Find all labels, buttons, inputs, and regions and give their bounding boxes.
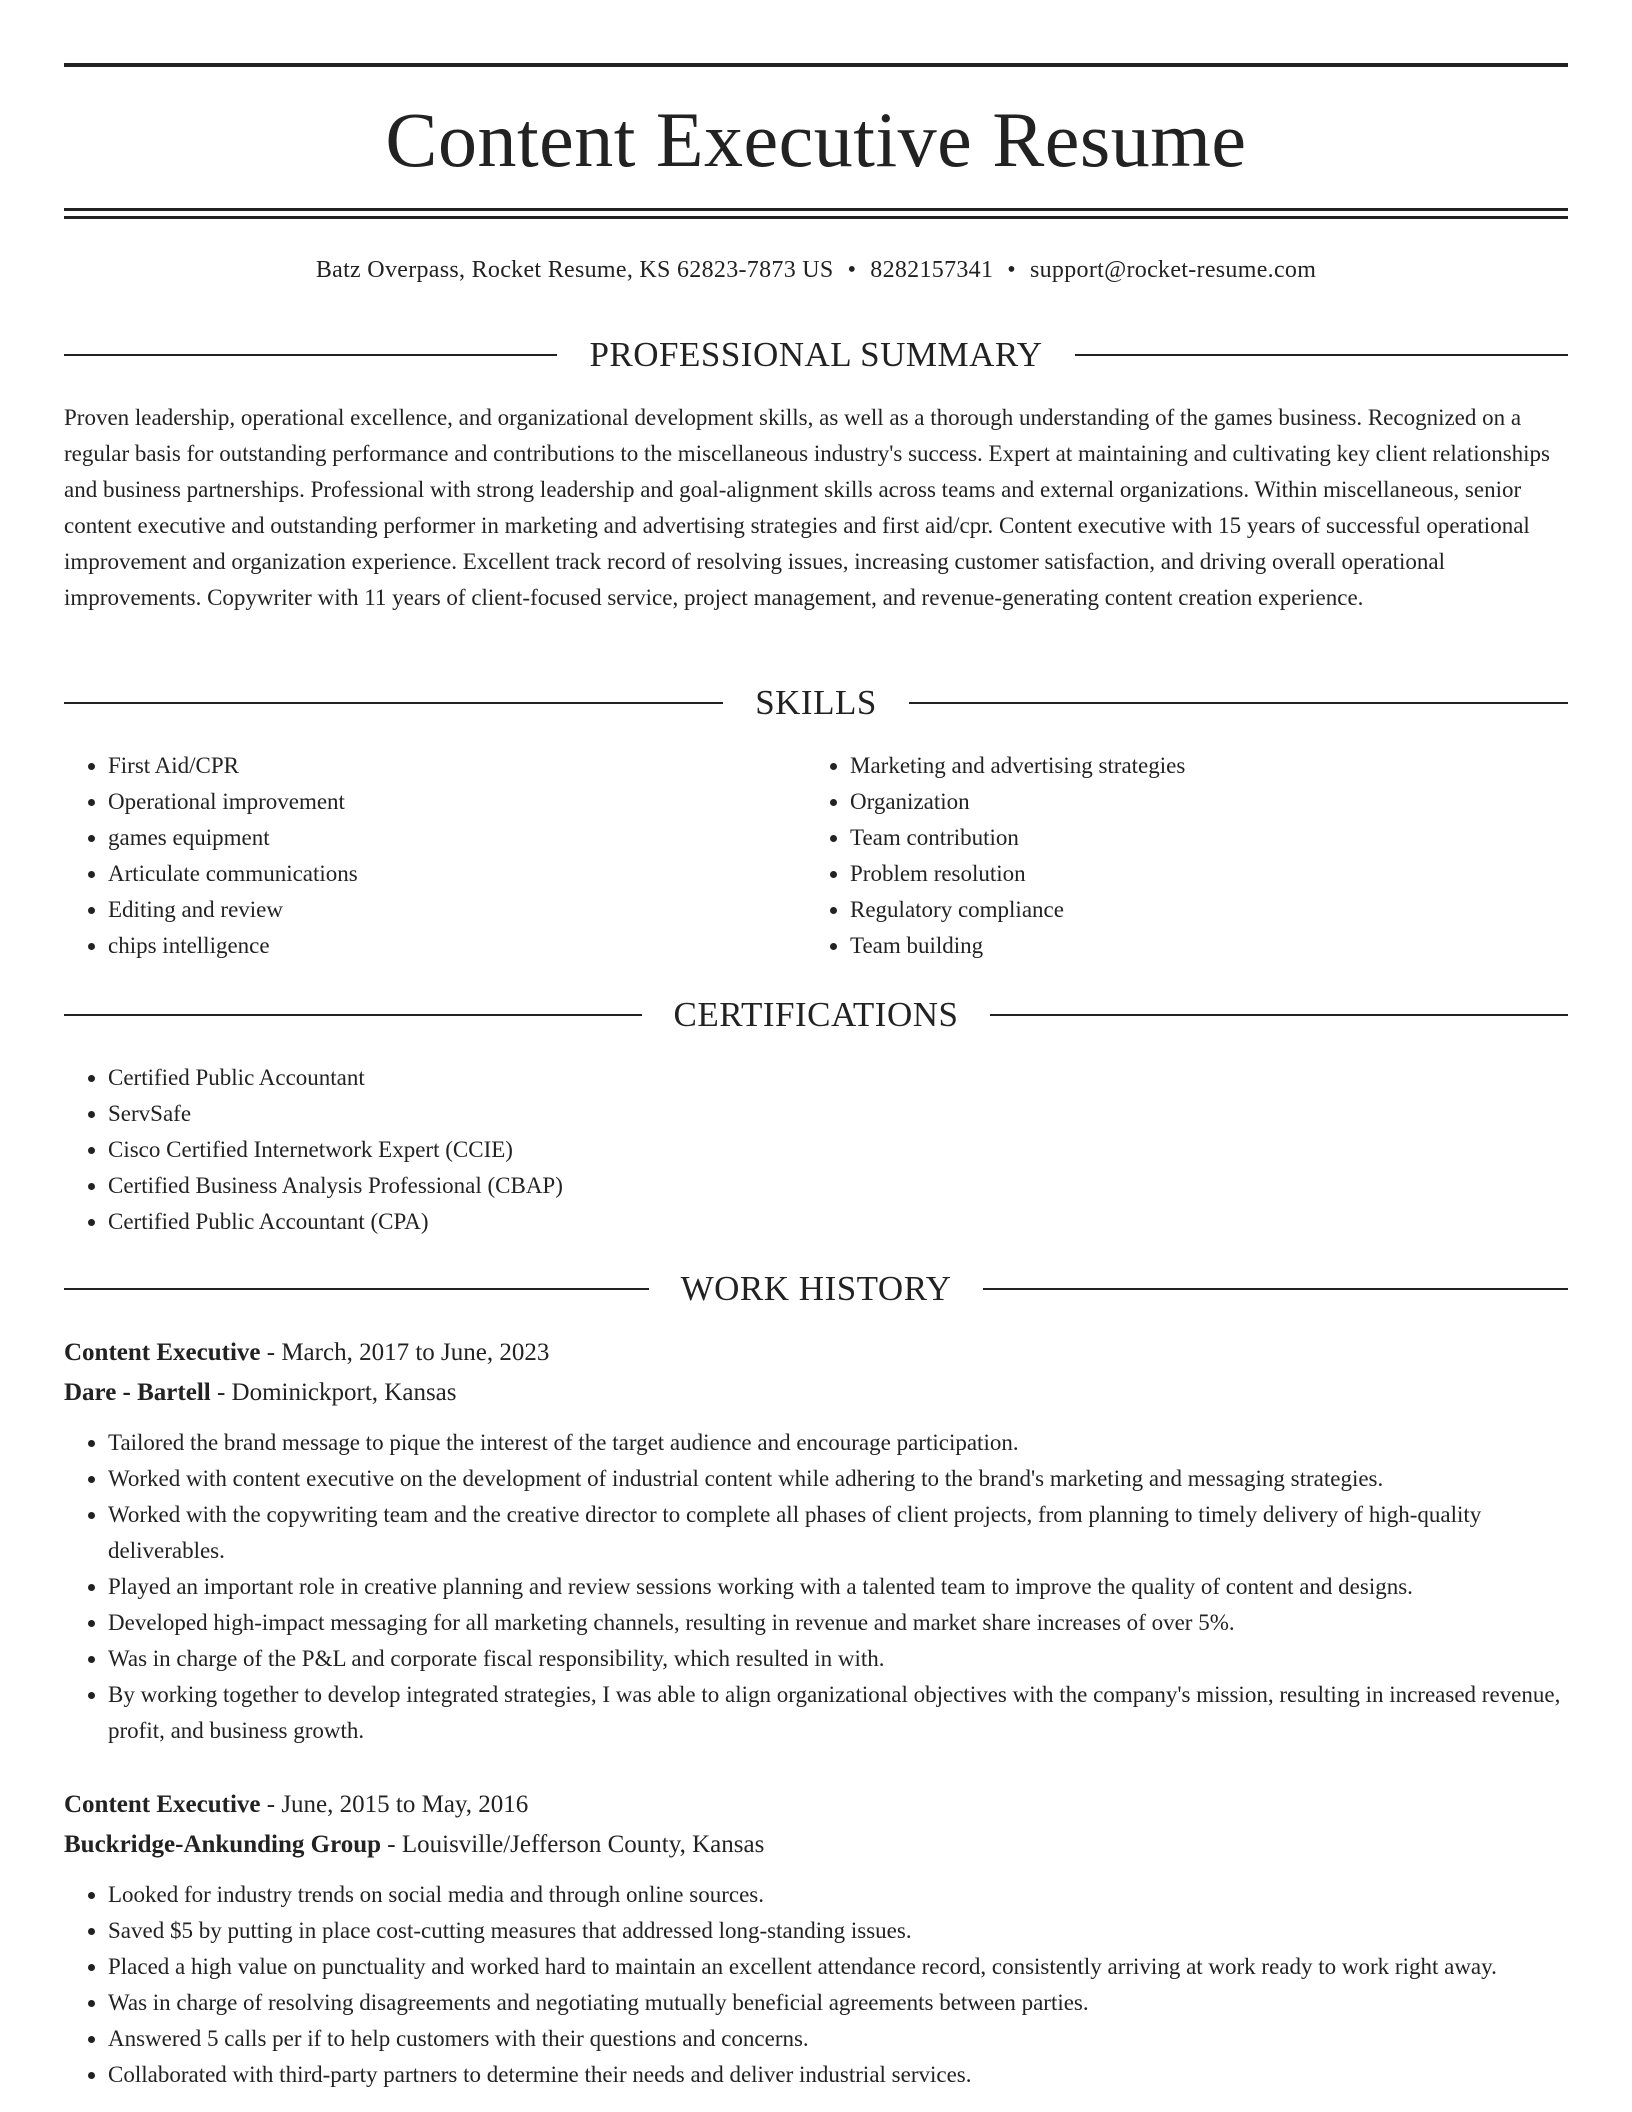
section-title: WORK HISTORY: [680, 1269, 952, 1308]
title-rule-lower: [64, 216, 1568, 219]
contact-email: support@rocket-resume.com: [1029, 257, 1317, 283]
skill-item: • First Aid/CPR: [108, 748, 806, 784]
job-duty-item: • Was in charge of resolving disagreements and negotiating mutually beneficial agreements between parties.: [108, 1985, 1568, 2021]
skills-list: [64, 748, 1568, 964]
section-heading-work-history: [64, 1269, 1568, 1309]
certification-item: • Certified Public Accountant (CPA): [108, 1204, 1568, 1240]
job-role: Content Executive: [64, 1791, 261, 1818]
job-duty-item: • Saved $5 by putting in place cost-cutting measures that addressed long-standing issues.: [108, 1913, 1568, 1949]
job-duties: [64, 1877, 1568, 2093]
heading-rule: [909, 702, 1568, 704]
resume-title: Content Executive Resume: [385, 96, 1247, 183]
heading-rule: [64, 702, 723, 704]
section-title: SKILLS: [755, 683, 877, 722]
section-heading-certifications: [64, 995, 1568, 1035]
contact-phone: 8282157341: [870, 257, 994, 283]
job-duty-item: • By working together to develop integrated strategies, I was able to align organizational objectives with the company's mission, resulting in increased revenue, profit, and business growth.: [108, 1677, 1568, 1749]
job-location: - Dominickport, Kansas: [210, 1379, 457, 1406]
job-duty-item: • Looked for industry trends on social media and through online sources.: [108, 1877, 1568, 1913]
skill-item: • chips intelligence: [108, 928, 806, 964]
job-role: Content Executive: [64, 1339, 261, 1366]
heading-rule: [990, 1014, 1568, 1016]
section-title: CERTIFICATIONS: [673, 995, 959, 1034]
contact-line: [64, 254, 1568, 286]
job-duty-item: • Answered 5 calls per if to help customers with their questions and concerns.: [108, 2021, 1568, 2057]
section-heading-skills: [64, 683, 1568, 723]
job-title-line: [64, 1333, 1568, 1373]
job-company: Buckridge-Ankunding Group: [64, 1831, 382, 1858]
top-rule: [64, 63, 1568, 67]
job-duty-item: • Tailored the brand message to pique the interest of the target audience and encourage participation.: [108, 1425, 1568, 1461]
skill-item: • Regulatory compliance: [850, 892, 1548, 928]
job-duty-item: • Worked with the copywriting team and the creative director to complete all phases of client projects, from planning to timely delivery of high-quality deliverables.: [108, 1497, 1568, 1569]
job-dates: - June, 2015 to May, 2016: [260, 1791, 529, 1818]
title-rule-upper: [64, 208, 1568, 211]
certification-item: • Cisco Certified Internetwork Expert (CCIE): [108, 1132, 1568, 1168]
heading-rule: [64, 1288, 649, 1290]
job-company-line: [64, 1373, 1568, 1413]
skill-item: • Articulate communications: [108, 856, 806, 892]
certification-item: • Certified Public Accountant: [108, 1060, 1568, 1096]
heading-rule: [1075, 354, 1568, 356]
certification-item: • ServSafe: [108, 1096, 1568, 1132]
job-duties: [64, 1425, 1568, 1749]
job-duty-item: • Worked with content executive on the development of industrial content while adhering to the brand's marketing and messaging strategies.: [108, 1461, 1568, 1497]
skill-item: • Problem resolution: [850, 856, 1548, 892]
skills-column-left: [64, 748, 806, 964]
job-entry: [64, 1785, 1568, 2093]
job-company: Dare - Bartell: [64, 1379, 211, 1406]
job-duty-item: • Was in charge of the P&L and corporate fiscal responsibility, which resulted in with.: [108, 1641, 1568, 1677]
contact-separator: •: [847, 257, 857, 283]
heading-rule: [64, 354, 557, 356]
summary-paragraph: Proven leadership, operational excellence, and organizational development skills, as well as a thorough understanding of the games business. Recognized on a regular basis for outstanding performance and contributions to the miscellaneous industry's success. Expert at maintaining and cultivating key client relationships and business partnerships. Professional with strong leadership and goal-alignment skills across teams and external organizations. Within miscellaneous, senior content executive and outstanding performer in marketing and advertising strategies and first aid/cpr. Content executive with 15 years of successful operational improvement and organization experience. Excellent track record of resolving issues, increasing customer satisfaction, and driving overall operational improvements. Copywriter with 11 years of client-focused service, project management, and revenue-generating content creation experience.: [64, 405, 1550, 610]
certification-item: • Certified Business Analysis Professional (CBAP): [108, 1168, 1568, 1204]
job-title-line: [64, 1785, 1568, 1825]
section-title: PROFESSIONAL SUMMARY: [589, 335, 1043, 374]
job-duty-item: • Collaborated with third-party partners to determine their needs and deliver industrial services.: [108, 2057, 1568, 2093]
job-company-line: [64, 1825, 1568, 1865]
heading-rule: [64, 1014, 642, 1016]
heading-rule: [983, 1288, 1568, 1290]
job-entry: [64, 1333, 1568, 1749]
skill-item: • Operational improvement: [108, 784, 806, 820]
job-duty-item: • Developed high-impact messaging for all marketing channels, resulting in revenue and market share increases of over 5%.: [108, 1605, 1568, 1641]
job-location: - Louisville/Jefferson County, Kansas: [381, 1831, 765, 1858]
skill-item: • Marketing and advertising strategies: [850, 748, 1548, 784]
contact-address: Batz Overpass, Rocket Resume, KS 62823-7873 US: [315, 257, 834, 283]
skill-item: • Team contribution: [850, 820, 1548, 856]
certifications-list: [64, 1060, 1568, 1240]
skill-item: • games equipment: [108, 820, 806, 856]
skill-item: • Organization: [850, 784, 1548, 820]
contact-separator: •: [1007, 257, 1016, 283]
job-dates: - March, 2017 to June, 2023: [260, 1339, 550, 1366]
section-heading-summary: [64, 335, 1568, 375]
job-duty-item: • Played an important role in creative planning and review sessions working with a talented team to improve the quality of content and designs.: [108, 1569, 1568, 1605]
skill-item: • Team building: [850, 928, 1548, 964]
job-duty-item: • Placed a high value on punctuality and worked hard to maintain an excellent attendance record, consistently arriving at work ready to work right away.: [108, 1949, 1568, 1985]
skills-column-right: [806, 748, 1548, 964]
skill-item: • Editing and review: [108, 892, 806, 928]
